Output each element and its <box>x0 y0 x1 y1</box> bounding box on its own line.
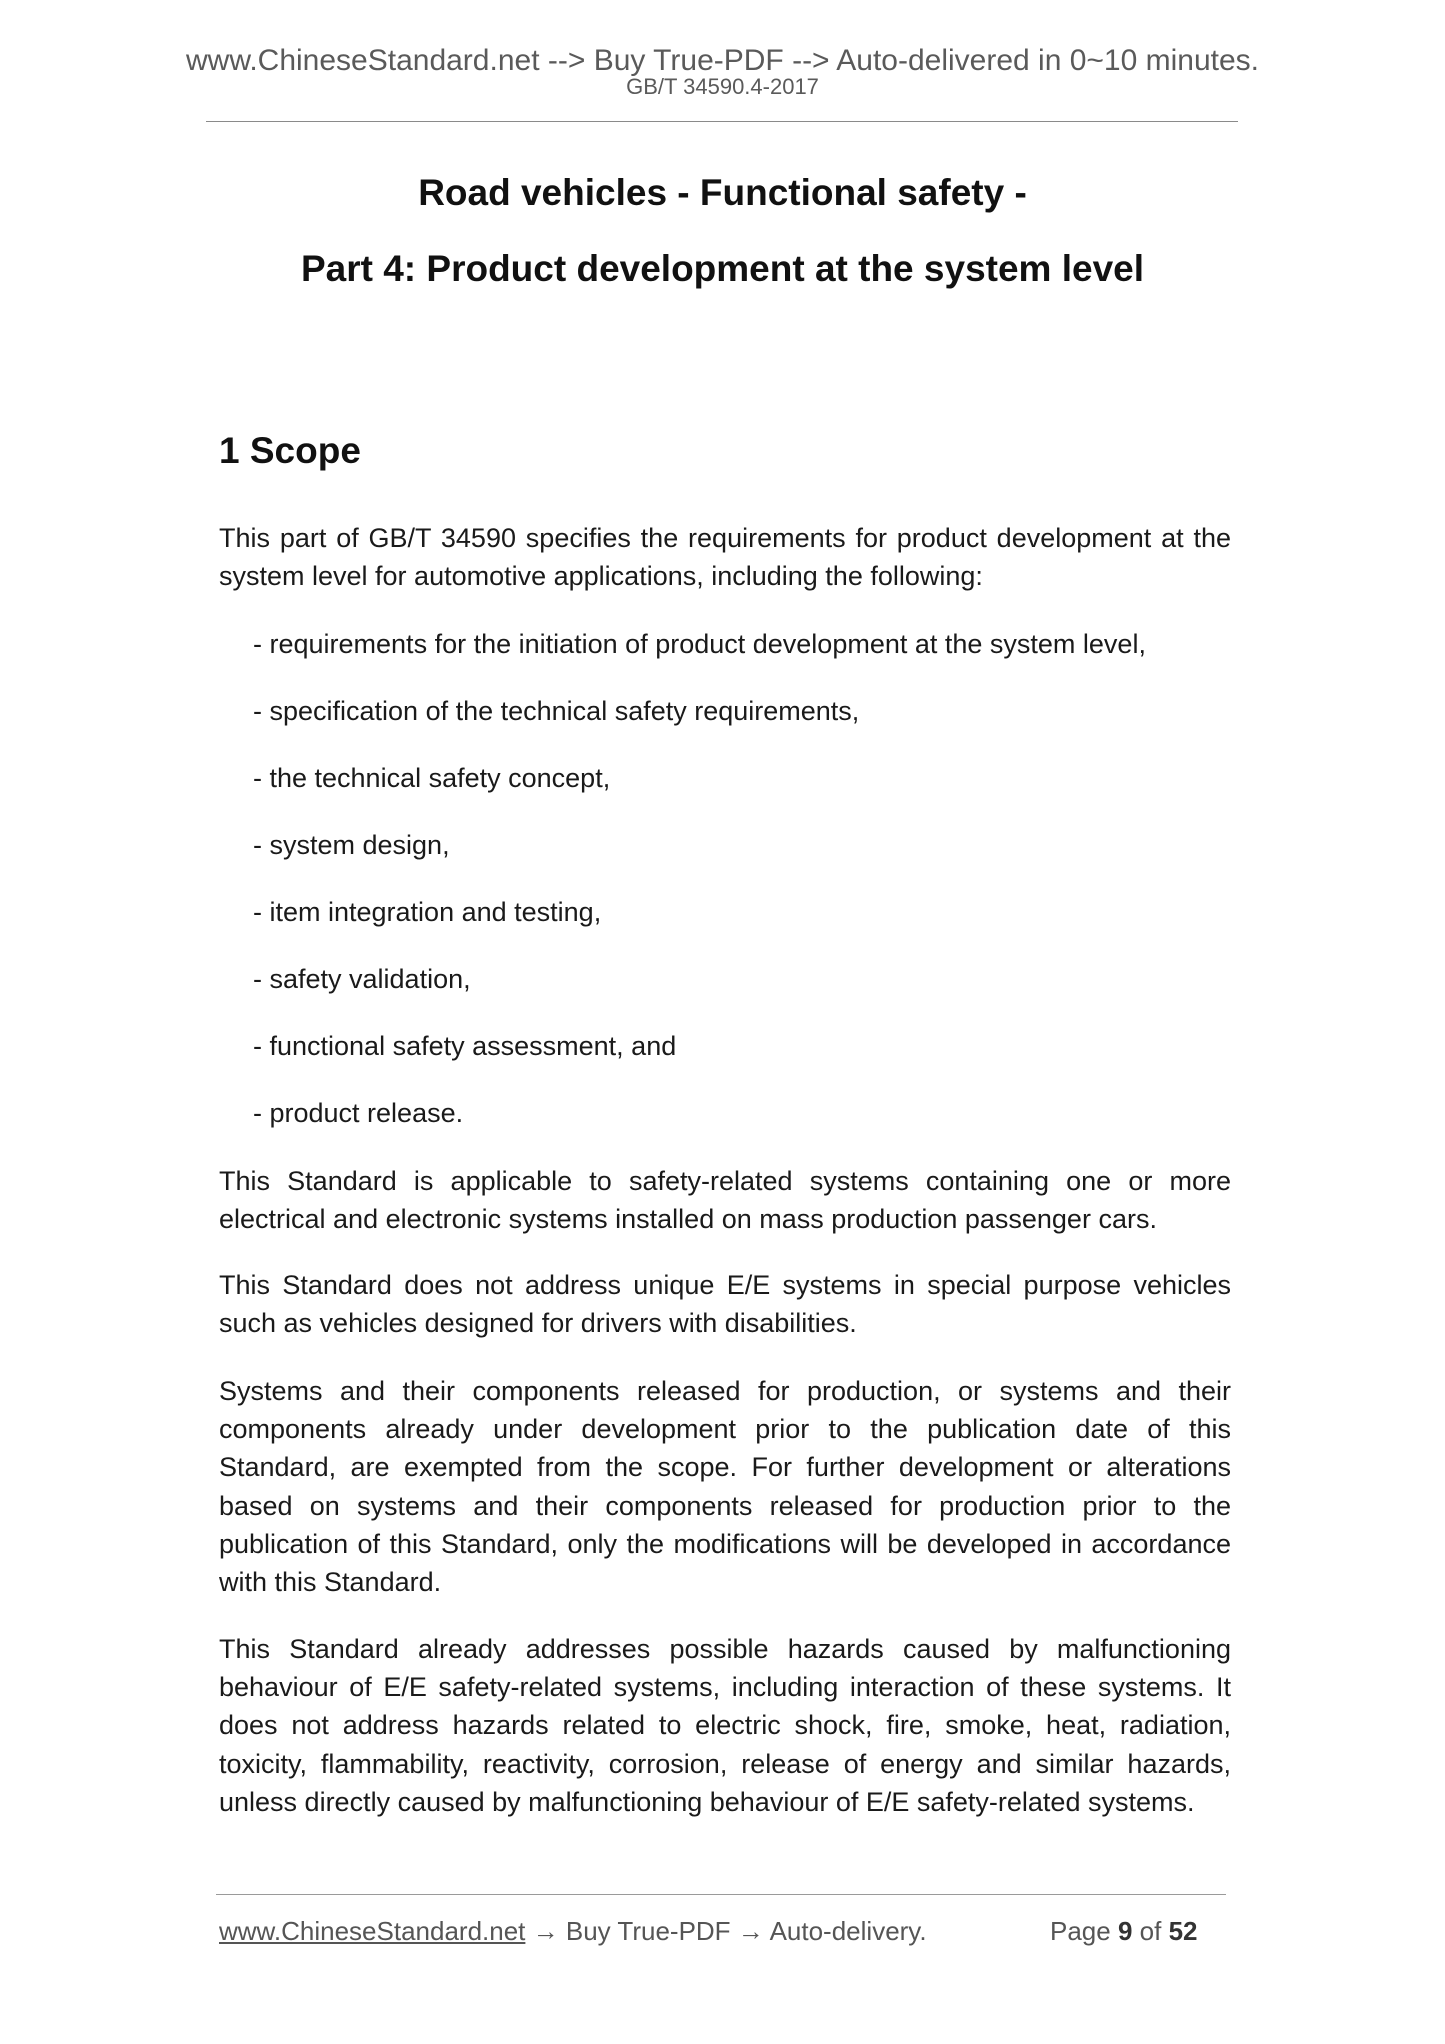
document-title-line-2: Part 4: Product development at the system level <box>300 248 1145 289</box>
page-number: 9 <box>1117 1916 1133 1946</box>
scope-bullet: - item integration and testing, <box>253 897 602 927</box>
header-divider <box>206 121 1238 122</box>
scope-intro-paragraph: This part of GB/T 34590 specifies the requirements for product development at the system level for automotive applications, including the following: <box>219 523 1231 592</box>
footer-promo-text: → Buy True-PDF → Auto-delivery. <box>525 1916 927 1946</box>
scope-paragraph-applicability: This Standard is applicable to safety-related systems containing one or more electrical and electronic systems installed on mass production passenger cars. <box>219 1166 1231 1235</box>
footer-promo <box>219 1914 927 1948</box>
document-title-line-1: Road vehicles - Functional safety - <box>418 172 1027 213</box>
scope-bullet: - requirements for the initiation of product development at the system level, <box>253 629 1146 659</box>
section-heading-scope: 1 Scope <box>219 430 361 471</box>
page-total: 52 <box>1168 1916 1198 1946</box>
footer-site-link[interactable]: www.ChineseStandard.net <box>219 1916 526 1946</box>
scope-paragraph-hazards: This Standard already addresses possible hazards caused by malfunctioning behaviour of E/E safety-related systems, including interaction of these systems. It does not address hazards related to electric shock, fire, smoke, heat, radiation, toxicity, flammability, reactivity, corrosion, release of energy and similar hazards, unless directly caused by malfunctioning behaviour of E/E safety-related systems. <box>219 1634 1231 1817</box>
footer-divider <box>216 1894 1226 1895</box>
scope-paragraph-exclusions: This Standard does not address unique E/E systems in special purpose vehicles such as vehicles designed for drivers with disabilities. <box>219 1270 1231 1339</box>
scope-bullet: - functional safety assessment, and <box>253 1031 677 1061</box>
scope-paragraph-exemptions: Systems and their components released for production, or systems and their components already under development prior to the publication date of this Standard, are exempted from the scope. For further development or alterations based on systems and their components released for production prior to the publication of this Standard, only the modifications will be developed in accordance with this Standard. <box>219 1376 1231 1598</box>
header-standard-number: GB/T 34590.4-2017 <box>626 74 819 99</box>
scope-bullet: - product release. <box>253 1098 464 1128</box>
scope-bullet: - the technical safety concept, <box>253 763 611 793</box>
scope-bullet: - safety validation, <box>253 964 471 994</box>
page-indicator <box>1050 1914 1198 1948</box>
page-label: Page <box>1050 1916 1111 1946</box>
scope-bullet: - specification of the technical safety requirements, <box>253 696 860 726</box>
scope-bullet: - system design, <box>253 830 450 860</box>
of-label: of <box>1139 1916 1162 1946</box>
header-banner: www.ChineseStandard.net --> Buy True-PDF --> Auto-delivered in 0~10 minutes. <box>185 44 1260 77</box>
